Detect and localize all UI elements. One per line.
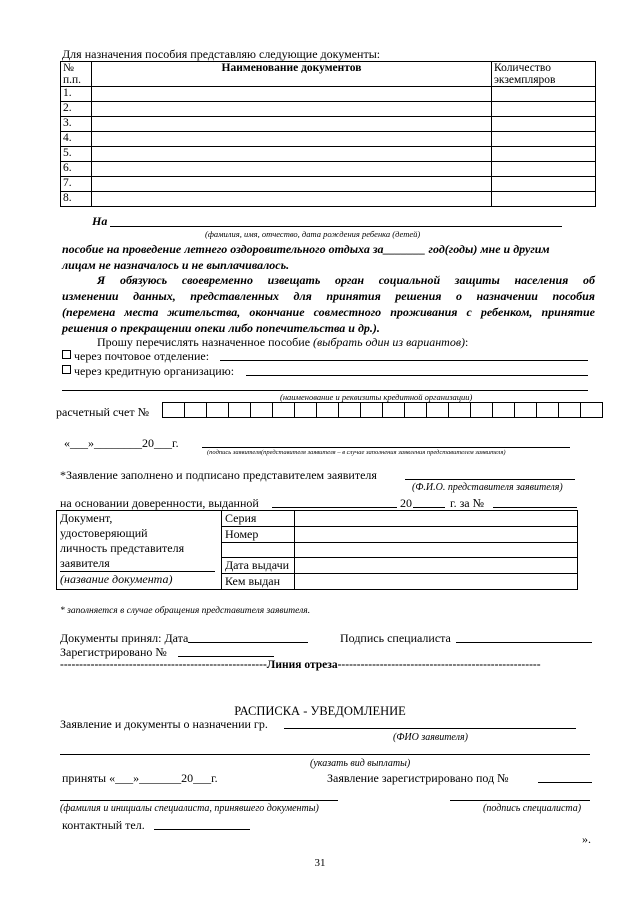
id-line-1: Документ, [60, 511, 113, 525]
cut-line: ------------------------------------------------------Линия отреза----------------------------------------------------- [60, 660, 541, 671]
row-number: 5. [61, 147, 92, 162]
row-number: 3. [61, 117, 92, 132]
option-credit-label: через кредитную организацию: [74, 364, 235, 378]
id-line-5: (название документа) [60, 572, 173, 586]
child-caption: (фамилия, имя, отчество, дата рождения ребенка (детей) [205, 229, 421, 239]
proxy-year-field[interactable] [413, 507, 445, 508]
series-value[interactable] [295, 511, 578, 527]
proxy-number-field[interactable] [493, 507, 577, 508]
account-label: расчетный счет № [56, 405, 150, 419]
representative-id-table [56, 510, 578, 590]
on-label: На [92, 214, 108, 228]
doc-count-cell[interactable] [492, 147, 596, 162]
post-checkbox[interactable] [62, 350, 71, 359]
col-number-header [61, 62, 92, 87]
account-digit-cell[interactable] [251, 403, 273, 418]
table-row[interactable] [61, 162, 596, 177]
documents-table [60, 61, 596, 207]
account-digit-cell[interactable] [449, 403, 471, 418]
registered-label: Зарегистрировано № [60, 645, 167, 659]
proxy-year: 20 [400, 496, 412, 510]
account-digit-cell[interactable] [207, 403, 229, 418]
account-number-grid[interactable] [162, 402, 603, 418]
issue-date-label: Дата выдачи [222, 558, 295, 574]
benefit-line-2: лицам не назначалось и не выплачивалось. [62, 258, 290, 272]
doc-count-cell[interactable] [492, 102, 596, 117]
account-digit-cell[interactable] [229, 403, 251, 418]
account-digit-cell[interactable] [317, 403, 339, 418]
account-digit-cell[interactable] [471, 403, 493, 418]
doc-name-cell[interactable] [92, 102, 492, 117]
payment-type-field[interactable] [60, 754, 590, 755]
col-number-line2: п.п. [63, 74, 82, 86]
number-label: Номер [222, 527, 295, 543]
child-name-field[interactable] [110, 226, 562, 227]
transfer-request-text: Прошу перечислять назначенное пособие [97, 335, 311, 349]
transfer-hint: (выбрать один из вариантов) [313, 335, 466, 349]
row-number: 1. [61, 87, 92, 102]
col-count-header [492, 62, 596, 87]
account-digit-cell[interactable] [493, 403, 515, 418]
accepted-date-field[interactable] [188, 642, 308, 643]
page-number: 31 [314, 857, 326, 869]
proxy-issuer-field[interactable] [272, 507, 397, 508]
obligation-line-4: решения о прекращении опеки либо попечительства и др.). [62, 321, 380, 335]
docs-intro: Для назначения пособия представляю следующие документы: [62, 47, 381, 61]
credit-org-field-2[interactable] [62, 390, 588, 391]
registered-under: Заявление зарегистрировано под № [327, 771, 509, 785]
specialist-signature-label: Подпись специалиста [340, 631, 451, 645]
number-value[interactable] [295, 527, 578, 543]
doc-count-cell[interactable] [492, 177, 596, 192]
obligation-line-2: изменении данных, представленных для принятия решения о назначении пособия [62, 289, 595, 303]
id-line-3: личность представителя [60, 541, 185, 555]
account-digit-cell[interactable] [537, 403, 559, 418]
id-document-cell [57, 511, 222, 590]
id-line-4: заявителя [60, 556, 110, 570]
specialist-signature-field[interactable] [456, 642, 592, 643]
obligation-line-3: (перемена места жительства, окончание совместного проживания с ребенком, принятие [62, 305, 595, 319]
account-digit-cell[interactable] [559, 403, 581, 418]
table-row[interactable] [61, 192, 596, 207]
doc-name-cell[interactable] [92, 117, 492, 132]
table-row[interactable] [61, 132, 596, 147]
rep-note: *Заявление заполнено и подписано представителем заявителя [60, 468, 377, 482]
row-number: 6. [61, 162, 92, 177]
receipt-title: РАСПИСКА - УВЕДОМЛЕНИЕ [234, 704, 406, 718]
applicant-signature-field[interactable] [202, 447, 570, 448]
payment-caption: (указать вид выплаты) [310, 758, 411, 769]
rep-name-field[interactable] [405, 479, 575, 480]
doc-name-cell[interactable] [92, 162, 492, 177]
credit-caption: (наименование и реквизиты кредитной организации) [280, 392, 473, 402]
contact-phone-field[interactable] [154, 829, 250, 830]
account-digit-cell[interactable] [163, 403, 185, 418]
sign-caption: (подпись заявителя(представителя заявителя – в случае заполнения заявления представителем заявителя) [207, 449, 506, 456]
account-digit-cell[interactable] [361, 403, 383, 418]
row-number: 4. [61, 132, 92, 147]
empty-label [222, 543, 295, 558]
account-digit-cell[interactable] [427, 403, 449, 418]
doc-count-cell[interactable] [492, 132, 596, 147]
doc-name-cell[interactable] [92, 132, 492, 147]
table-row[interactable] [61, 117, 596, 132]
account-digit-cell[interactable] [273, 403, 295, 418]
benefit-line-1: пособие на проведение летнего оздоровительного отдыха за_______ год(годы) мне и другим [62, 242, 550, 256]
issued-by-label: Кем выдан [222, 574, 295, 590]
table-row[interactable] [61, 87, 596, 102]
doc-count-cell[interactable] [492, 192, 596, 207]
transfer-request: Прошу перечислять назначенное пособие (выбрать один из вариантов): [97, 335, 469, 349]
table-row[interactable] [61, 102, 596, 117]
option-post-label: через почтовое отделение: [74, 349, 210, 363]
account-digit-cell[interactable] [185, 403, 207, 418]
proxy-line: на основании доверенности, выданной [60, 496, 259, 510]
receipt-reg-number-field[interactable] [538, 782, 592, 783]
doc-count-cell[interactable] [492, 117, 596, 132]
id-line-4-wrap[interactable] [60, 556, 215, 572]
account-digit-cell[interactable] [405, 403, 427, 418]
table-row[interactable] [61, 177, 596, 192]
closing-quote: ». [582, 832, 591, 846]
specialist-name-field[interactable] [60, 800, 338, 801]
empty-value [295, 543, 578, 558]
doc-name-cell[interactable] [92, 87, 492, 102]
id-line-2: удостоверяющий [60, 526, 148, 540]
specialist-sign-field[interactable] [450, 800, 590, 801]
account-digit-cell[interactable] [515, 403, 537, 418]
account-digit-cell[interactable] [581, 403, 603, 418]
option-credit[interactable] [62, 365, 234, 377]
doc-name-cell[interactable] [92, 177, 492, 192]
obligation-line-1: Я обязуюсь своевременно извещать орган социальной защиты населения об [97, 273, 595, 287]
applicant-name-field[interactable] [284, 728, 576, 729]
row-number: 7. [61, 177, 92, 192]
doc-name-cell[interactable] [92, 192, 492, 207]
table-row[interactable] [61, 147, 596, 162]
option-post[interactable] [62, 350, 209, 362]
issued-by-value[interactable] [295, 574, 578, 590]
account-digit-cell[interactable] [295, 403, 317, 418]
col-name-header: Наименование документов [92, 62, 492, 87]
post-office-field[interactable] [220, 360, 588, 361]
col-count-line1: Количество [494, 62, 551, 74]
col-count-line2: экземпляров [494, 74, 556, 86]
footnote: * заполняется в случае обращения представителя заявителя. [60, 606, 311, 616]
contact-label: контактный тел. [62, 818, 145, 832]
row-number: 2. [61, 102, 92, 117]
issue-date-value[interactable] [295, 558, 578, 574]
registered-number-field[interactable] [178, 656, 274, 657]
account-digit-cell[interactable] [339, 403, 361, 418]
doc-count-cell[interactable] [492, 162, 596, 177]
proxy-suffix: г. за № [450, 496, 485, 510]
credit-checkbox[interactable] [62, 365, 71, 374]
application-date[interactable]: «___»________20___г. [64, 436, 179, 450]
accepted-label: Документы принял: Дата [60, 631, 189, 645]
doc-name-cell[interactable] [92, 147, 492, 162]
account-digit-cell[interactable] [383, 403, 405, 418]
accepted-date[interactable]: приняты «___»_______20___г. [62, 771, 218, 785]
credit-org-field[interactable] [246, 375, 588, 376]
doc-count-cell[interactable] [492, 87, 596, 102]
receipt-line: Заявление и документы о назначении гр. [60, 717, 268, 731]
specialist-caption: (фамилия и инициалы специалиста, принявшего документы) [60, 803, 319, 814]
applicant-caption: (ФИО заявителя) [393, 732, 468, 743]
series-label: Серия [222, 511, 295, 527]
table-header [61, 62, 596, 87]
row-number: 8. [61, 192, 92, 207]
specialist-sign-caption: (подпись специалиста) [483, 803, 582, 814]
col-number-line1: № [63, 62, 74, 74]
rep-caption: (Ф.И.О. представителя заявителя) [412, 482, 563, 493]
